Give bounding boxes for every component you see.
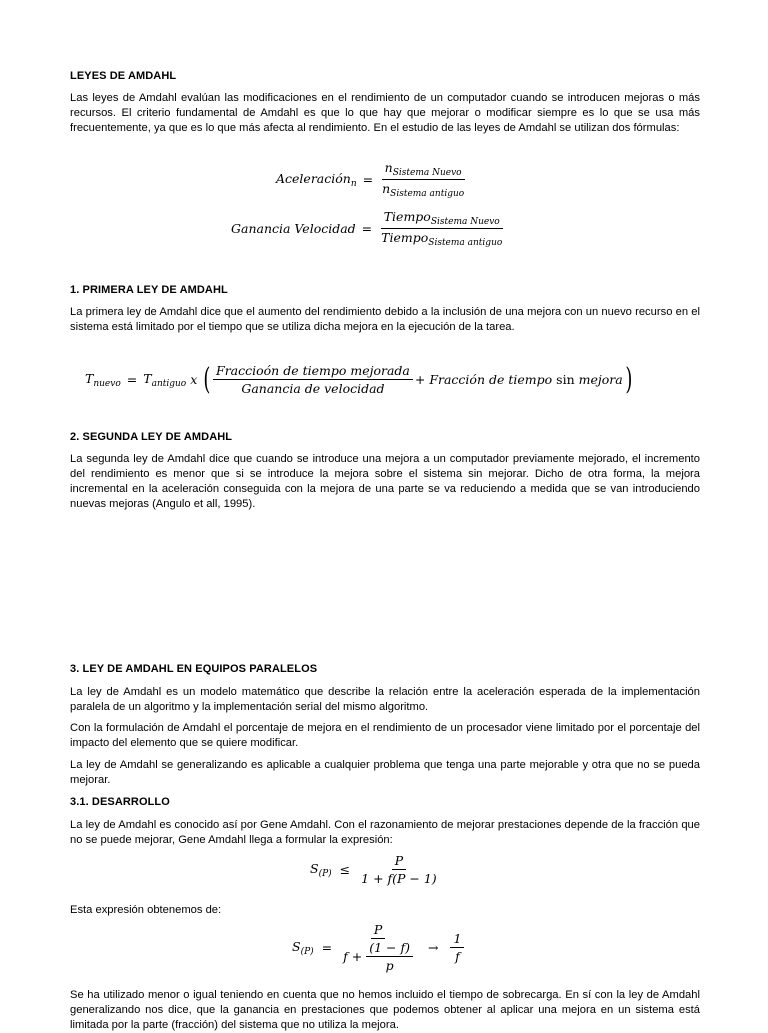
section-2-paragraph: La segunda ley de Amdahl dice que cuando se introduce una mejora a un computador previamente mejorado, el incremento del rendimiento es menor que si se introduce la mejora sobre el sistema sin mejorar. Dicho de otra forma, la mejora incremental en la aceleración conseguida con la mejora de una parte se va reduciendo a medida que se van introduciendo nuevas mejoras (Angulo et all, 1995). [70, 453, 700, 510]
doc-title: LEYES DE AMDAHL [70, 70, 177, 82]
eq5-limit-fraction: $\frac{1}{f}$ [450, 931, 464, 964]
section-1-paragraph: La primera ley de Amdahl dice que el aumento del rendimiento debido a la inclusión de una mejora con un nuevo recurso en el sistema está limitado por el tiempo que se utiliza dicha mejora en la ejecución de la tarea. [70, 306, 700, 333]
arrow-icon: → [427, 940, 439, 955]
eq1-fraction: $\frac{n_{Sistema Nuevo}}{n_{Sistema antiguo}}$ [382, 160, 465, 199]
equation-primera-ley: $T_{nuevo}$ = $T_{antiguo}$ x ( $\frac{\text{Fraccioón de tiempo mejorada}}{\text{Ganancia de velocidad}}$ + Fracción de tiempo sin mejora ) [85, 361, 633, 397]
equation-amdahl-derivation: $S_{(P)}$ = P f + $\frac{(1 - f)}{p}$ → $\frac{1}{f}$ [292, 922, 464, 973]
eq1-lhs: Aceleración$_n$ [276, 170, 357, 189]
eq5-fraction: P f + $\frac{(1 - f)}{p}$ [340, 922, 416, 973]
intro-paragraph: Las leyes de Amdahl evalúan las modificaciones en el rendimiento de un computador cuando se introducen mejoras o más recursos. El criterio fundamental de Amdahl es que lo que hay que mejorar o modificar siempre es lo que se usa más frecuentemente, ya que es lo que más afecta al rendimiento. En el estudio de las leyes de Amdahl se utilizan dos fórmulas: [70, 92, 700, 134]
eq2-lhs: Ganancia Velocidad [231, 221, 356, 236]
final-paragraph: Se ha utilizado menor o igual teniendo en cuenta que no hemos incluido el tiempo de sobrecarga. En sí con la ley de Amdahl generalizando nos dice, que la ganancia en prestaciones que podemos obtener al aplicar una mejora en un sistema está limitada por la parte (fracción) del sistema que no utiliza la mejora. [70, 989, 700, 1031]
eq5-inner-fraction: $\frac{(1 - f)}{p}$ [366, 940, 413, 973]
section-3-1-paragraph: La ley de Amdahl es conocido así por Gene Amdahl. Con el razonamiento de mejorar prestaciones depende de la fracción que no se puede mejorar, Gene Amdahl llega a formular la expresión: [70, 819, 700, 846]
section-3-1-title: 3.1. DESARROLLO [70, 796, 170, 808]
section-3-title: 3. LEY DE AMDAHL EN EQUIPOS PARALELOS [70, 663, 318, 675]
section-2-title: 2. SEGUNDA LEY DE AMDAHL [70, 431, 233, 443]
section-1-title: 1. PRIMERA LEY DE AMDAHL [70, 284, 228, 296]
equation-aceleracion: Aceleración$_n$ = $\frac{n_{Sistema Nuevo}}{n_{Sistema antiguo}}$ [276, 160, 467, 199]
equation-amdahl-limit: $S_{(P)}$ ≤ $\frac{P}{1 + f(P - 1)}$ [310, 853, 440, 886]
eq3-fraction: $\frac{\text{Fraccioón de tiempo mejorada}}{\text{Ganancia de velocidad}}$ [213, 363, 413, 396]
section-3-paragraph-2: Con la formulación de Amdahl el porcentaje de mejora en el rendimiento de un procesador viene limitado por el porcentaje del impacto del elemento que se quiere modificar. [70, 722, 700, 749]
equation-ganancia-velocidad: Ganancia Velocidad = $\frac{Tiempo_{Sistema Nuevo}}{Tiempo_{Sistema antiguo}}$ [231, 209, 505, 248]
section-3-paragraph-3: La ley de Amdahl se generalizando es aplicable a cualquier problema que tenga una parte mejorable y otra que no se pueda mejorar. [70, 759, 700, 786]
section-3-paragraph-1: La ley de Amdahl es un modelo matemático que describe la relación entre la aceleración esperada de la implementación paralela de un algoritmo y la implementación serial del mismo algoritmo. [70, 686, 700, 713]
eq2-fraction: $\frac{Tiempo_{Sistema Nuevo}}{Tiempo_{Sistema antiguo}}$ [381, 209, 503, 248]
eq4-fraction: $\frac{P}{1 + f(P - 1)}$ [361, 853, 437, 886]
eq5-intro: Esta expresión obtenemos de: [70, 904, 222, 916]
